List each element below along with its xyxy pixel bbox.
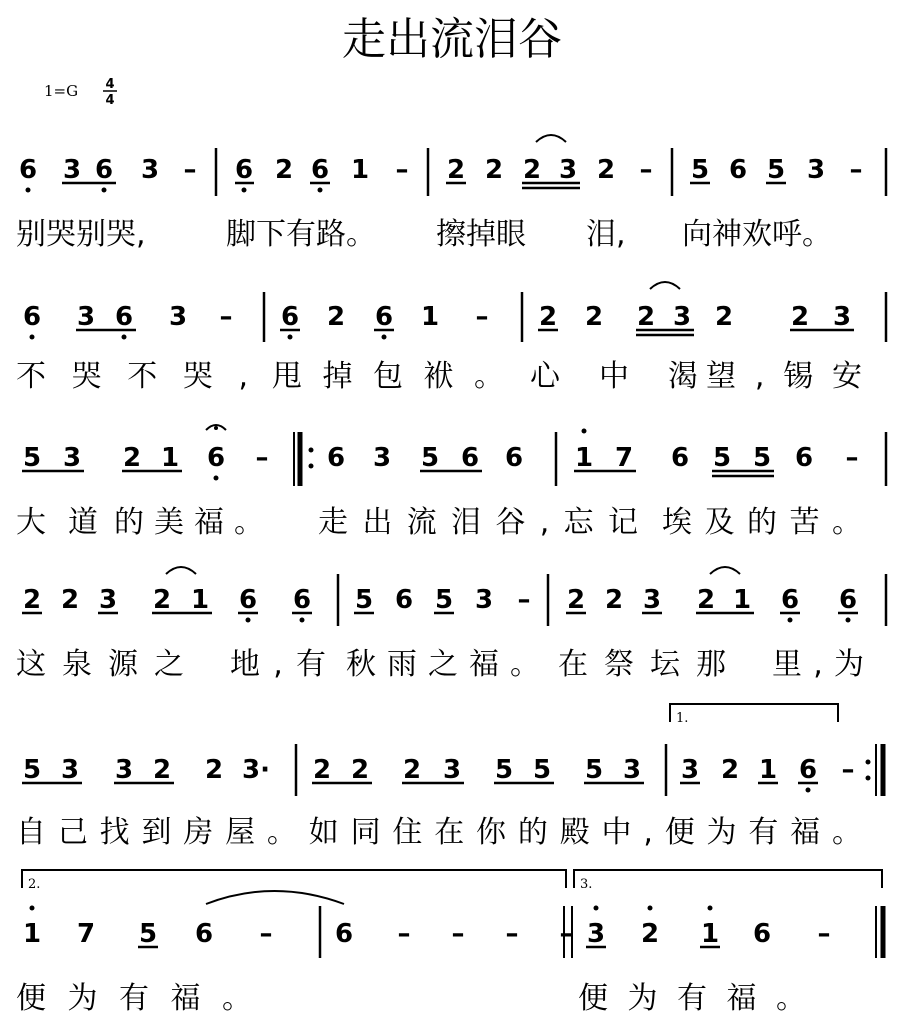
key-signature: 1=G [44,82,79,100]
note: 3 [372,443,392,473]
note: 6 [670,443,690,473]
note: 3· [242,755,270,785]
note: 2 [640,919,660,949]
note: 5 [494,755,514,785]
note: 6 [280,302,300,332]
note: 1 [420,302,440,332]
volta-3 [574,870,882,888]
time-signature [103,77,117,108]
volta-1 [670,704,838,722]
lyrics-row-2 [16,359,862,394]
volta-1-label: 1. [676,711,689,726]
lyrics-row-6 [16,981,806,1016]
note: 3 [558,155,578,185]
lyric-text: 脚下有路。 [226,217,376,252]
note: 2 [584,302,604,332]
note: 2 [596,155,616,185]
lyric-text: 心中渴 [530,359,698,394]
lyric-text: 这泉源之 [16,647,184,682]
lyric-text: 大道 [16,505,98,540]
note: 6 [94,155,114,185]
note: 3 [98,585,118,615]
note: 3 [642,585,662,615]
lyric-text: 秋雨之福。 [346,647,540,682]
note: 5 [712,443,732,473]
note: 2 [122,443,142,473]
note: 5 [752,443,772,473]
note: 3 [60,755,80,785]
note: 3 [442,755,462,785]
staff-row-5 [16,704,883,850]
note: 1 [758,755,778,785]
note: 6 [394,585,414,615]
note: 2 [604,585,624,615]
note: 2 [790,302,810,332]
lyric-text: 的美福。 [114,505,264,540]
note: 3 [140,155,160,185]
volta-2 [22,870,566,888]
note: 6 [238,585,258,615]
note: 1 [22,919,42,949]
note: 3 [168,302,188,332]
lyric-text: 在祭坛那 [558,647,726,682]
lyric-text: 不哭不哭, [16,359,248,394]
volta-3-label: 3. [580,877,593,892]
notes-row-6 [23,919,831,949]
lyric-text: 甩掉包袱。 [272,359,504,394]
note: 2 [152,585,172,615]
note: 5 [420,443,440,473]
note: 1 [574,443,594,473]
note: 6 [114,302,134,332]
note: – [817,919,831,949]
staff-row-2 [16,282,886,394]
note: 1 [190,585,210,615]
note: – [505,919,519,949]
note: 2 [402,755,422,785]
notation-marks-row-2 [30,282,887,342]
note: 2 [204,755,224,785]
note: 5 [434,585,454,615]
note: 6 [234,155,254,185]
note: 6 [728,155,748,185]
note: 6 [194,919,214,949]
note: 3 [76,302,96,332]
note: – [475,302,489,332]
note: 6 [798,755,818,785]
note: 6 [460,443,480,473]
note: – [517,585,531,615]
svg-text:4: 4 [105,93,115,108]
note: 6 [22,302,42,332]
note: 3 [672,302,692,332]
note: 3 [832,302,852,332]
note: 2 [696,585,716,615]
note: 1 [732,585,752,615]
lyrics-row-5 [16,815,862,850]
lyric-text: 别哭别哭, [16,217,146,252]
notes-row-5 [23,755,855,785]
note: 2 [522,155,542,185]
note: 6 [780,585,800,615]
note: – [841,755,855,785]
note: 5 [22,755,42,785]
volta-2-label: 2. [28,877,41,892]
lyric-text: 埃及的苦。 [662,505,862,540]
note: 5 [766,155,786,185]
lyric-text: 便为有福。 [578,981,806,1016]
note: 1 [350,155,370,185]
note: 2 [152,755,172,785]
staff-row-1 [16,135,886,252]
note: 3 [474,585,494,615]
notes-row-2 [23,302,851,332]
note: 6 [838,585,858,615]
lyric-text: 擦掉眼 [436,217,526,252]
note: 6 [326,443,346,473]
note: 1 [160,443,180,473]
note: 7 [76,919,96,949]
note: 5 [584,755,604,785]
lyric-text: 望,锡安 [706,359,862,394]
note: 2 [714,302,734,332]
note: 3 [586,919,606,949]
note: 2 [566,585,586,615]
lyric-text: 便为有福。 [16,981,252,1016]
note: 2 [312,755,332,785]
note: 6 [752,919,772,949]
note: 2 [22,585,42,615]
note: 2 [60,585,80,615]
note: 6 [292,585,312,615]
note: – [397,919,411,949]
note: 5 [354,585,374,615]
staff-row-3 [16,425,886,540]
note: 6 [18,155,38,185]
note: – [395,155,409,185]
note: 3 [680,755,700,785]
note: 5 [690,155,710,185]
staff-row-4 [16,567,886,682]
lyrics-row-1 [16,217,832,252]
note: – [219,302,233,332]
note: 3 [806,155,826,185]
note: 5 [532,755,552,785]
lyrics-row-4 [16,647,864,682]
note: 2 [274,155,294,185]
staff-row-6 [16,870,883,1016]
lyric-text: 泪, [586,217,626,252]
lyric-text: 地,有 [230,647,326,682]
lyric-text: 里,为 [772,647,864,682]
note: 3 [62,155,82,185]
svg-text:4: 4 [105,77,115,92]
song-title: 走出流泪谷 [342,14,562,65]
note: – [639,155,653,185]
note: 3 [622,755,642,785]
note: – [451,919,465,949]
lyrics-row-3 [16,505,862,540]
note: 3 [62,443,82,473]
note: 6 [794,443,814,473]
note: – [183,155,197,185]
note: 2 [326,302,346,332]
notes-row-1 [19,155,863,185]
lyric-text: 走出流泪谷,忘记 [318,505,638,540]
note: 6 [334,919,354,949]
note: 6 [310,155,330,185]
note: 3 [114,755,134,785]
notation-marks-row-4 [22,567,886,626]
note: 6 [206,443,226,473]
notes-row-3 [23,443,859,473]
note: 2 [538,302,558,332]
note: 2 [484,155,504,185]
note: – [259,919,273,949]
note: – [849,155,863,185]
lyric-text: 自己找到房屋。如同住在你的殿中,便为有福。 [16,815,863,850]
note: – [845,443,859,473]
note: – [559,919,573,949]
note: 5 [22,443,42,473]
note: 2 [446,155,466,185]
note: – [255,443,269,473]
note: 6 [504,443,524,473]
note: 6 [374,302,394,332]
notes-row-4 [23,585,857,615]
note: 2 [720,755,740,785]
note: 2 [636,302,656,332]
note: 5 [138,919,158,949]
note: 2 [350,755,370,785]
note: 1 [700,919,720,949]
note: 7 [614,443,634,473]
lyric-text: 向神欢呼。 [682,217,832,252]
